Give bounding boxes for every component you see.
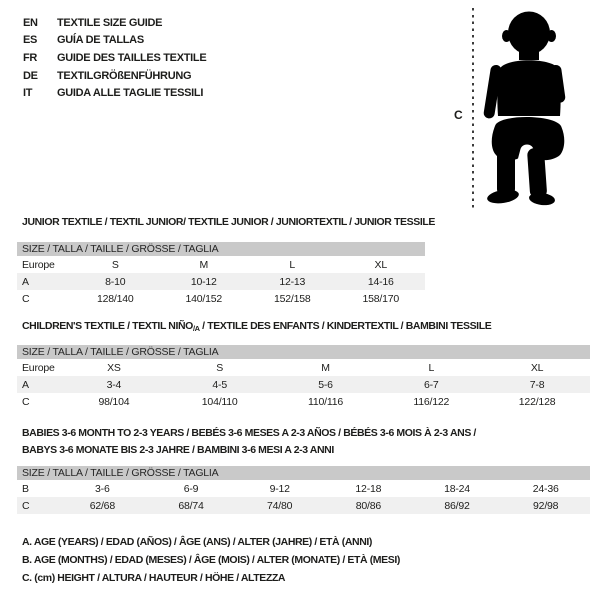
table-row xyxy=(17,480,590,497)
table-row xyxy=(17,256,425,273)
language-guide-title: TEXTILGRÖßENFÜHRUNG xyxy=(57,69,192,82)
table-cell: 4-5 xyxy=(212,378,227,391)
language-code: EN xyxy=(23,16,38,29)
measure-c-label: C xyxy=(454,108,463,122)
section-title-subscript: /A xyxy=(192,324,200,333)
table-cell: 18-24 xyxy=(444,482,470,495)
table-cell: XS xyxy=(107,361,121,374)
language-code: IT xyxy=(23,87,33,100)
children-size-table xyxy=(17,345,590,410)
language-guide-title: GUIDA ALLE TAGLIE TESSILI xyxy=(57,87,204,100)
table-cell: 3-4 xyxy=(106,378,122,391)
table-cell: 68/74 xyxy=(178,499,204,512)
table-cell: M xyxy=(199,258,209,271)
language-guide-title: GUIDE DES TAILLES TEXTILE xyxy=(57,51,207,64)
table-cell: 104/110 xyxy=(201,395,238,408)
table-cell: 92/98 xyxy=(533,499,559,512)
language-row xyxy=(23,67,206,85)
table-cell: 62/68 xyxy=(89,499,115,512)
footnote-a: A. AGE (YEARS) / EDAD (AÑOS) / ÂGE (ANS) / ALTER (JAHRE) / ETÀ (ANNI) xyxy=(22,536,373,548)
row-label: C xyxy=(22,395,30,408)
table-header-bar: SIZE / TALLA / TAILLE / GRÖSSE / TAGLIA xyxy=(17,345,590,359)
table-cell: 12-18 xyxy=(355,482,382,495)
table-cell: 86/92 xyxy=(444,499,470,512)
language-code: ES xyxy=(23,34,38,47)
table-cell: M xyxy=(321,361,330,374)
table-cell: 158/170 xyxy=(362,292,400,305)
table-cell: XL xyxy=(374,258,387,271)
table-header-bar: SIZE / TALLA / TAILLE / GRÖSSE / TAGLIA xyxy=(17,242,425,256)
table-row xyxy=(17,359,590,376)
row-label: C xyxy=(22,499,30,512)
table-cell: 3-6 xyxy=(95,482,110,495)
row-label: Europe xyxy=(22,361,55,374)
table-cell: 12-13 xyxy=(279,275,306,288)
table-row xyxy=(17,497,590,514)
junior-size-table xyxy=(17,242,425,307)
table-row xyxy=(17,290,425,307)
section-title-text: / TEXTILE DES ENFANTS / KINDERTEXTIL / BAMBINI TESSILE xyxy=(199,320,492,332)
language-guide-title: GUÍA DE TALLAS xyxy=(57,34,144,47)
table-cell: 9-12 xyxy=(269,482,290,495)
table-cell: 74/80 xyxy=(267,499,293,512)
table-cell: 7-8 xyxy=(529,378,545,391)
footnotes xyxy=(22,533,400,587)
language-row xyxy=(23,14,206,32)
table-row xyxy=(17,376,590,393)
table-cell: 122/128 xyxy=(518,395,556,408)
table-cell: XL xyxy=(530,361,544,374)
table-cell: L xyxy=(428,361,435,374)
table-cell: S xyxy=(216,361,224,374)
baby-silhouette-icon xyxy=(480,10,572,206)
language-row xyxy=(23,84,206,102)
table-row xyxy=(17,393,590,410)
table-cell: 80/86 xyxy=(355,499,381,512)
table-header-bar: SIZE / TALLA / TAILLE / GRÖSSE / TAGLIA xyxy=(17,466,590,480)
section-title-children xyxy=(22,320,491,332)
section-title-junior: JUNIOR TEXTILE / TEXTIL JUNIOR/ TEXTILE JUNIOR / JUNIORTEXTIL / JUNIOR TESSILE xyxy=(22,216,435,228)
table-cell: 152/158 xyxy=(273,292,311,305)
table-cell: 116/122 xyxy=(413,395,450,408)
row-label: A xyxy=(22,378,29,391)
language-code: FR xyxy=(23,51,38,64)
table-row xyxy=(17,273,425,290)
table-cell: 24-36 xyxy=(532,482,559,495)
table-cell: 6-9 xyxy=(183,482,199,495)
language-guide-list xyxy=(23,14,206,102)
height-measure-figure xyxy=(452,8,597,208)
table-cell: 8-10 xyxy=(105,275,126,288)
table-cell: 128/140 xyxy=(96,292,134,305)
row-label: A xyxy=(22,275,29,288)
table-cell: 98/104 xyxy=(98,395,130,408)
row-label: Europe xyxy=(22,258,55,271)
table-cell: L xyxy=(289,258,296,271)
table-cell: 6-7 xyxy=(424,378,439,391)
section-title-text: CHILDREN'S TEXTILE / TEXTIL NIÑO xyxy=(22,320,193,332)
height-dotted-line xyxy=(472,8,474,208)
table-cell: 140/152 xyxy=(185,292,223,305)
section-title-line1: BABIES 3-6 MONTH TO 2-3 YEARS / BEBÉS 3-6 MESES A 2-3 AÑOS / BÉBÉS 3-6 MOIS À 2-3 ANS / xyxy=(22,427,476,439)
language-guide-title: TEXTILE SIZE GUIDE xyxy=(57,16,163,29)
footnote-c: C. (cm) HEIGHT / ALTURA / HAUTEUR / HÖHE / ALTEZZA xyxy=(22,572,286,584)
footnote-b: B. AGE (MONTHS) / EDAD (MESES) / ÂGE (MOIS) / ALTER (MONATE) / ETÀ (MESI) xyxy=(22,554,400,566)
table-cell: 5-6 xyxy=(318,378,333,391)
language-code: DE xyxy=(23,69,38,82)
table-cell: 14-16 xyxy=(367,275,394,288)
section-title-line2: BABYS 3-6 MONATE BIS 2-3 JAHRE / BAMBINI 3-6 MESI A 2-3 ANNI xyxy=(22,443,334,456)
table-cell: 110/116 xyxy=(307,395,343,408)
table-cell: 10-12 xyxy=(190,275,217,288)
table-cell: S xyxy=(111,258,119,271)
row-label: C xyxy=(22,292,30,305)
babies-size-table xyxy=(17,466,590,514)
section-title-babies xyxy=(22,425,476,458)
language-row xyxy=(23,32,206,50)
language-row xyxy=(23,49,206,67)
row-label: B xyxy=(22,482,29,495)
